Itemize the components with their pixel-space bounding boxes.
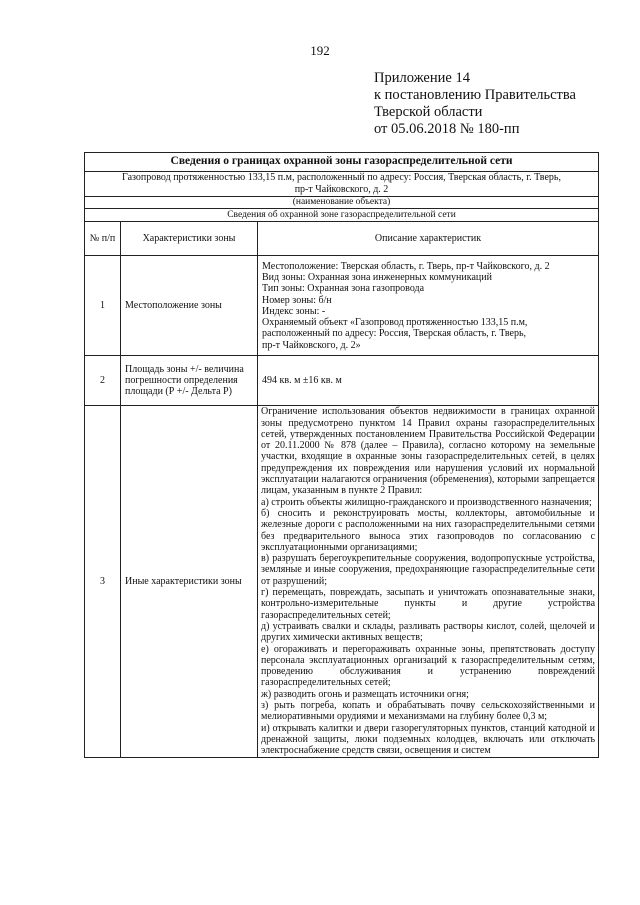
description-paragraph: а) строить объекты жилищно-гражданского и производственного назначения; xyxy=(261,496,592,508)
description-line: Номер зоны: б/н xyxy=(262,294,332,306)
header-description: Описание характеристик xyxy=(258,222,599,256)
description-line: Тип зоны: Охранная зона газопровода xyxy=(262,283,425,295)
object-name-line-1: Газопровод протяженностью 133,15 п.м, расположенный по адресу: Россия, Тверская область, г. Тверь, xyxy=(122,172,561,183)
header-num: № п/п xyxy=(85,222,121,256)
appendix-line-4: от 05.06.2018 № 180-пп xyxy=(374,121,520,137)
table-title: Сведения о границах охранной зоны газораспределительной сети xyxy=(85,153,599,172)
table-row xyxy=(85,406,599,757)
description-paragraph: б) сносить и реконструировать мосты, коллекторы, автомобильные и железные дороги с расположенными на них газораспределительными сетями без предварительного выноса этих газопроводов по согласованию с эксплуатационными организациями; xyxy=(261,507,596,553)
table-row xyxy=(85,256,599,356)
description-paragraph: и) открывать калитки и двери газорегуляторных пунктов, станций катодной и дренажной защиты, люки подземных колодцев, включать или отключать электроснабжение средств связи, освещения и систем xyxy=(261,722,596,757)
description-paragraph: д) устраивать свалки и склады, разливать растворы кислот, солей, щелочей и других химически активных веществ; xyxy=(261,620,596,644)
description-paragraph: з) рыть погреба, копать и обрабатывать почву сельскохозяйственными и мелиоративными орудиями и механизмами на глубину более 0,3 м; xyxy=(261,700,596,723)
row-number: 3 xyxy=(85,406,121,757)
row-description: 494 кв. м ±16 кв. м xyxy=(258,356,599,406)
header-characteristics: Характеристики зоны xyxy=(121,222,258,256)
description-paragraph: Ограничение использования объектов недвижимости в границах охранной зоны предусмотрено пунктом 14 Правил охраны газораспределительных сетей, утвержденных постановлением Правительства Российской Федерации от 20.11.2000 № 878 (далее – Правила), согласно которому на земельные участки, входящие в охранные зоны газораспределительных сетей, в целях предупреждения их повреждения или нарушения условий их нормальной эксплуатации налагаются ограничения (обременения), которыми запрещается лицам, указанным в пункте 2 Правил: xyxy=(261,406,596,497)
description-line: расположенный по адресу: Россия, Тверская область, г. Тверь, xyxy=(262,328,527,340)
description-paragraph: ж) разводить огонь и размещать источники огня; xyxy=(261,688,469,700)
appendix-line-3: Тверской области xyxy=(374,104,483,120)
row-label: Иные характеристики зоны xyxy=(121,406,258,757)
description-line: Местоположение: Тверская область, г. Тверь, пр-т Чайковского, д. 2 xyxy=(262,260,550,272)
description-paragraph: в) разрушать берегоукрепительные сооружения, водопропускные устройства, земляные и иные сооружения, предохраняющие газораспределительные сети от разрушений; xyxy=(261,553,596,587)
row-description xyxy=(258,256,599,356)
appendix-header xyxy=(374,70,624,138)
protection-zone-table xyxy=(84,152,599,758)
object-name-line-2: пр-т Чайковского, д. 2 xyxy=(294,184,389,195)
description-line: пр-т Чайковского, д. 2» xyxy=(262,339,361,351)
description-line: Вид зоны: Охранная зона инженерных коммуникаций xyxy=(262,271,492,283)
object-caption: (наименование объекта) xyxy=(85,197,599,209)
description-line: Индекс зоны: - xyxy=(262,305,326,317)
row-number: 2 xyxy=(85,356,121,406)
appendix-line-2: к постановлению Правительства xyxy=(374,87,576,103)
description-paragraph: е) огораживать и перегораживать охранные зоны, препятствовать доступу персонала эксплуатационных организаций к газораспределительным сетям, проведению обслуживания и устранению повреждений газораспределительных сетей; xyxy=(261,643,596,689)
description-line: Охраняемый объект «Газопровод протяженностью 133,15 п.м, xyxy=(262,317,528,329)
description-paragraph: г) перемещать, повреждать, засыпать и уничтожать опознавательные знаки, контрольно-измерительные пункты и другие устройства газораспределительных сетей; xyxy=(261,587,596,621)
object-name xyxy=(85,172,599,197)
appendix-line-1: Приложение 14 xyxy=(374,70,470,86)
row-description xyxy=(258,406,599,757)
row-number: 1 xyxy=(85,256,121,356)
row-label: Площадь зоны +/- величина погрешности определения площади (Р +/- Дельта Р) xyxy=(121,356,258,406)
table-row xyxy=(85,356,599,406)
row-label: Местоположение зоны xyxy=(121,256,258,356)
page-number: 192 xyxy=(310,43,330,58)
section-title: Сведения об охранной зоне газораспределительной сети xyxy=(85,209,599,222)
